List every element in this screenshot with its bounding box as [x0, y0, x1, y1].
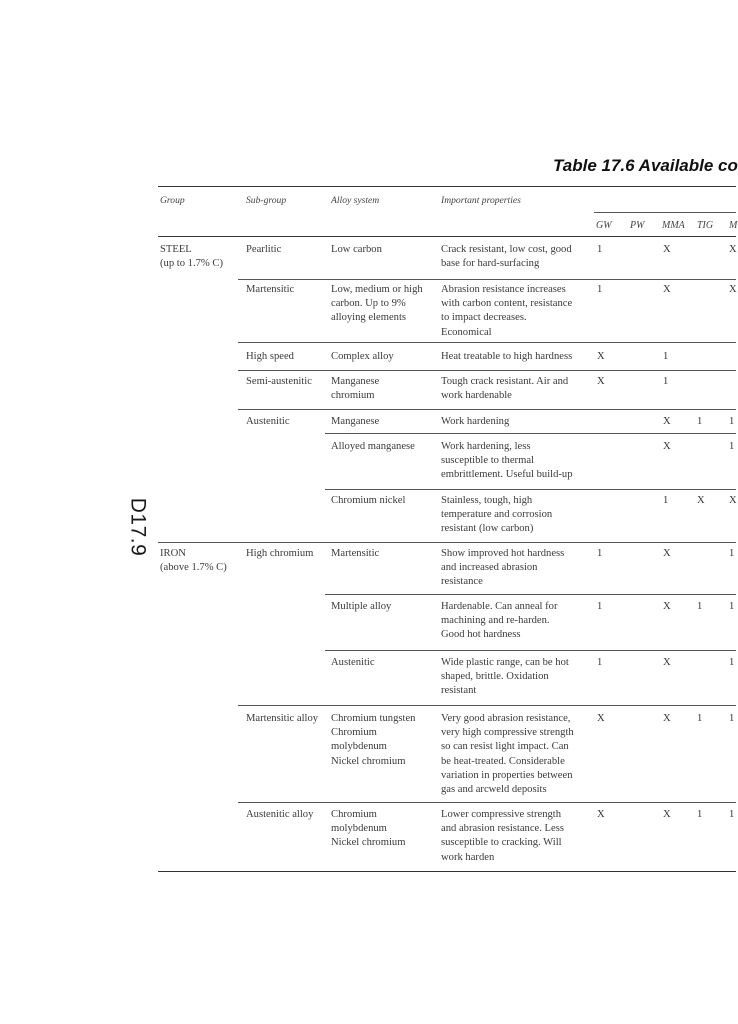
alloy-cell: Chromium molybdenum Nickel chromium: [331, 809, 406, 849]
alloy-cell: Multiple alloy: [331, 601, 392, 612]
alloy-cell: Austenitic: [331, 657, 375, 668]
header-process-mma: MMA: [662, 220, 685, 231]
alloy-cell: Alloyed manganese: [331, 441, 415, 452]
mark-m: 1: [729, 713, 735, 724]
alloy-cell: Manganese: [331, 416, 380, 427]
sub-group-cell: Pearlitic: [246, 244, 282, 255]
mark-m: 1: [729, 548, 735, 559]
row-rule: [238, 370, 736, 371]
section-side-tab: [117, 497, 157, 557]
properties-cell: Hardenable. Can anneal for machining and re-harden. Good hot hardness: [441, 601, 558, 641]
mark-mma: X: [663, 284, 671, 295]
mark-mma: X: [663, 416, 671, 427]
mark-mma: X: [663, 713, 671, 724]
mark-tig: 1: [697, 416, 703, 427]
table-top-rule: [158, 186, 736, 187]
mark-m: 1: [729, 416, 735, 427]
properties-cell: Tough crack resistant. Air and work hardenable: [441, 376, 569, 402]
mark-m: X: [729, 244, 737, 255]
row-rule: [325, 594, 736, 595]
properties-cell: Abrasion resistance increases with carbon content, resistance to impact decreases. Economical: [441, 284, 573, 338]
mark-tig: 1: [697, 713, 703, 724]
properties-cell: Crack resistant, low cost, good base for hard-surfacing: [441, 244, 572, 270]
mark-gw: 1: [597, 244, 603, 255]
mark-m: 1: [729, 441, 735, 452]
header-process-tig: TIG: [697, 220, 714, 231]
sub-group-cell: High chromium: [246, 548, 314, 559]
header-alloy-system: Alloy system: [331, 195, 380, 206]
mark-m: X: [729, 495, 737, 506]
mark-mma: 1: [663, 376, 669, 387]
mark-gw: 1: [597, 284, 603, 295]
sub-group-cell: Semi-austenitic: [246, 376, 312, 387]
mark-gw: X: [597, 809, 605, 820]
row-rule: [238, 705, 736, 706]
row-rule: [325, 433, 736, 434]
mark-tig: 1: [697, 601, 703, 612]
sub-group-cell: Martensitic alloy: [246, 713, 319, 724]
sub-group-cell: Austenitic: [246, 416, 290, 427]
group-cell: STEEL (up to 1.7% C): [160, 244, 223, 270]
section-code: D17.9: [126, 497, 150, 557]
properties-cell: Wide plastic range, can be hot shaped, brittle. Oxidation resistant: [441, 657, 569, 697]
properties-cell: Very good abrasion resistance, very high compressive strength so can resist light impact. Can be heat-treated. Considerable variation in properties between gas and arcweld deposits: [441, 713, 574, 796]
mark-mma: X: [663, 244, 671, 255]
properties-cell: Lower compressive strength and abrasion resistance. Less susceptible to cracking. Will work harden: [441, 809, 564, 863]
header-important-properties: Important properties: [441, 195, 521, 206]
sub-group-cell: Austenitic alloy: [246, 809, 314, 820]
group-rule: [158, 542, 736, 543]
row-rule: [325, 650, 736, 651]
alloy-cell: Chromium nickel: [331, 495, 406, 506]
mark-mma: X: [663, 601, 671, 612]
alloy-cell: Complex alloy: [331, 351, 394, 362]
group-cell: IRON (above 1.7% C): [160, 548, 227, 574]
mark-tig: X: [697, 495, 705, 506]
mark-gw: X: [597, 713, 605, 724]
table-title: Table 17.6 Available co: [553, 156, 738, 175]
header-group: Group: [160, 195, 185, 206]
mark-mma: 1: [663, 495, 669, 506]
row-rule: [238, 342, 736, 343]
mark-gw: X: [597, 351, 605, 362]
alloy-cell: Low, medium or high carbon. Up to 9% alloying elements: [331, 284, 423, 324]
mark-tig: 1: [697, 809, 703, 820]
row-rule: [238, 802, 736, 803]
header-process-gw: GW: [596, 220, 612, 231]
properties-cell: Stainless, tough, high temperature and corrosion resistant (low carbon): [441, 495, 553, 535]
properties-cell: Heat treatable to high hardness: [441, 351, 573, 362]
alloy-cell: Low carbon: [331, 244, 382, 255]
process-header-rule: [594, 212, 736, 213]
mark-mma: X: [663, 548, 671, 559]
mark-m: 1: [729, 657, 735, 668]
header-process-m: M: [729, 220, 738, 231]
mark-gw: 1: [597, 548, 603, 559]
mark-gw: 1: [597, 657, 603, 668]
alloy-cell: Chromium tungsten Chromium molybdenum Nickel chromium: [331, 713, 416, 767]
mark-mma: X: [663, 441, 671, 452]
row-rule: [238, 279, 736, 280]
properties-cell: Work hardening: [441, 416, 510, 427]
properties-cell: Work hardening, less susceptible to thermal embrittlement. Useful build-up: [441, 441, 573, 481]
row-rule: [238, 409, 736, 410]
mark-gw: X: [597, 376, 605, 387]
mark-mma: X: [663, 809, 671, 820]
alloy-cell: Manganese chromium: [331, 376, 380, 402]
sub-group-cell: Martensitic: [246, 284, 295, 295]
row-rule: [325, 489, 736, 490]
mark-mma: X: [663, 657, 671, 668]
sub-group-cell: High speed: [246, 351, 294, 362]
properties-cell: Show improved hot hardness and increased abrasion resistance: [441, 548, 565, 588]
mark-m: 1: [729, 601, 735, 612]
mark-mma: 1: [663, 351, 669, 362]
table-bottom-rule: [158, 871, 736, 872]
mark-m: 1: [729, 809, 735, 820]
alloy-cell: Martensitic: [331, 548, 380, 559]
header-process-pw: PW: [630, 220, 645, 231]
mark-m: X: [729, 284, 737, 295]
header-sub-group: Sub-group: [246, 195, 287, 206]
header-bottom-rule: [158, 236, 736, 237]
mark-gw: 1: [597, 601, 603, 612]
